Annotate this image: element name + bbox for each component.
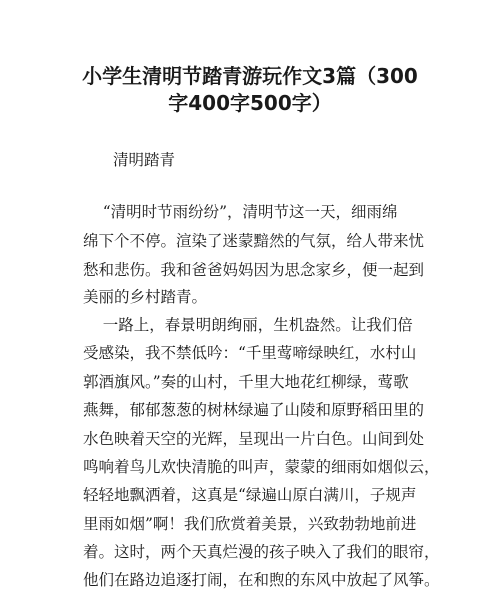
body-line: “清明时节雨纷纷”，清明节这一天，细雨绵 [83,203,398,221]
body-line: 郭酒旗风。”奏的山村，千里大地花红柳绿，莺歌 [83,373,409,391]
body-line: 鸣响着鸟儿欢快清脆的叫声，蒙蒙的细雨如烟似云， [83,458,440,476]
body-line: 里雨如烟”啊！我们欣赏着美景，兴致勃勃地前进 [83,515,417,533]
body-line: 轻轻地飘洒着，这真是“绿遍山原白满川，子规声 [83,486,417,504]
body-line: 美丽的乡村踏青。 [83,288,208,306]
body-line: 绵下个不停。渲染了迷蒙黯然的气氛，给人带来忧 [83,232,425,250]
body-line: 受感染，我不禁低吟：“千里莺啼绿映红，水村山 [83,344,417,362]
body-line: 着。这时，两个天真烂漫的孩子映入了我们的眼帘， [83,543,440,561]
body-line: 一路上，春景明朗绚丽，生机盎然。让我们倍 [83,316,413,334]
body-line: 愁和悲伤。我和爸爸妈妈因为思念家乡，便一起到 [83,261,425,279]
document-title-line-2: 字400字500字） [168,91,332,115]
document-title-line-1: 小学生清明节踏青游玩作文3篇（300 [82,64,418,88]
body-line: 燕舞，郁郁葱葱的树林绿遍了山陵和原野稻田里的 [83,401,425,419]
body-line: 他们在路边追逐打闹，在和煦的东风中放起了风筝。 [83,571,440,589]
section-heading: 清明踏青 [113,151,176,169]
body-line: 水色映着天空的光辉，呈现出一片白色。山间到处 [83,430,425,448]
